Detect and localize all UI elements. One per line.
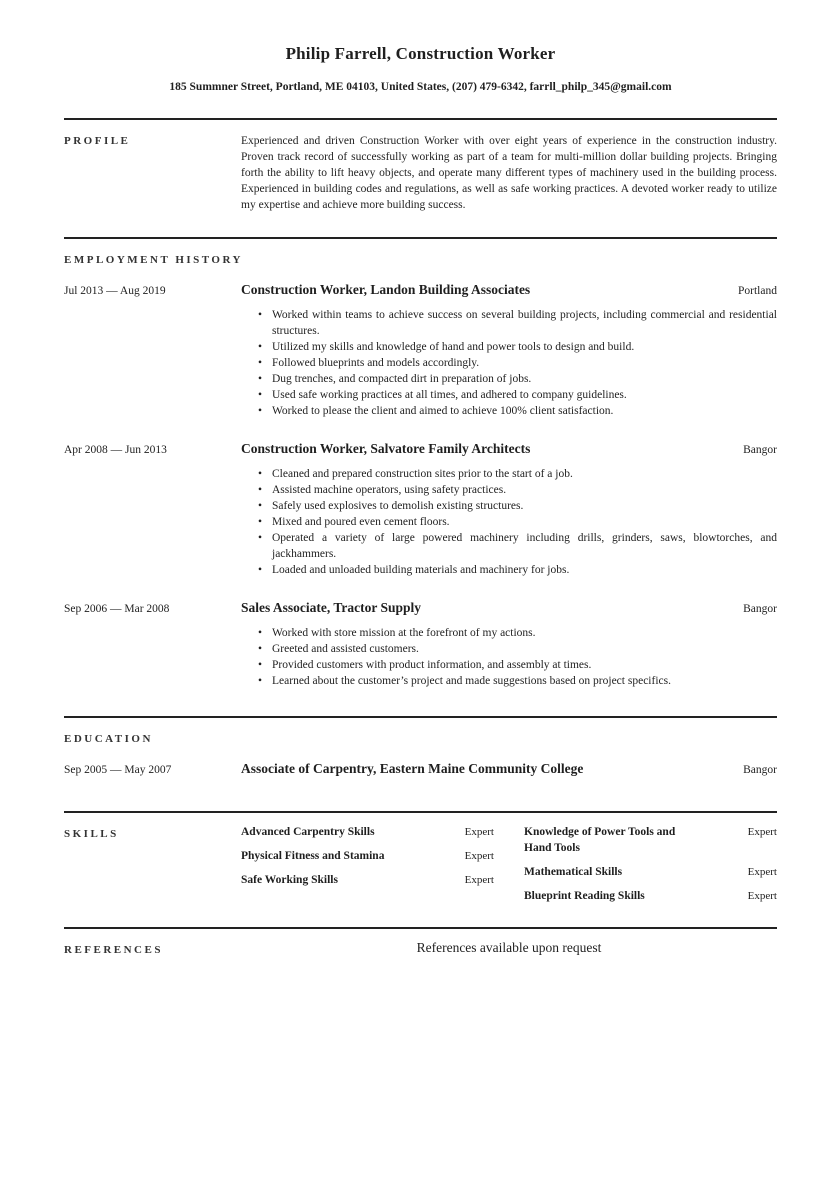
skill-level: Expert: [747, 825, 777, 838]
education-entry: [64, 761, 777, 777]
section-skills: [64, 811, 777, 927]
bullet-item: • Followed blueprints and models accordingly.: [258, 355, 777, 371]
employment-section-label: EMPLOYMENT HISTORY: [64, 253, 243, 266]
skill-row: [524, 888, 777, 904]
bullet-item: • Operated a variety of large powered machinery including drills, grinders, saws, blowtorches, and jackhammers.: [258, 530, 777, 562]
skills-column-left: [241, 824, 494, 912]
bullet-item: • Used safe working practices at all times, and adhered to company guidelines.: [258, 387, 777, 403]
resume-header: [64, 44, 777, 93]
entry-dates: Sep 2005 — May 2007: [64, 763, 172, 776]
skill-level: Expert: [464, 825, 494, 838]
bullet-item: • Assisted machine operators, using safety practices.: [258, 482, 777, 498]
employment-entry: [64, 441, 777, 578]
skill-level: Expert: [747, 889, 777, 902]
references-text: References available upon request: [416, 939, 602, 955]
section-references: [64, 927, 777, 958]
education-section-label: EDUCATION: [64, 732, 153, 745]
skill-row: [241, 848, 494, 864]
bullet-item: • Utilized my skills and knowledge of hand and power tools to design and build.: [258, 339, 777, 355]
entry-title: Construction Worker, Salvatore Family Architects: [241, 440, 531, 456]
entry-location: Portland: [738, 284, 777, 297]
bullet-item: • Loaded and unloaded building materials and machinery for jobs.: [258, 562, 777, 578]
entry-bullets: [241, 466, 777, 578]
skill-name: Knowledge of Power Tools and Hand Tools: [524, 825, 676, 854]
entry-location: Bangor: [743, 763, 777, 776]
skill-name: Physical Fitness and Stamina: [241, 849, 385, 862]
bullet-item: • Cleaned and prepared construction sites prior to the start of a job.: [258, 466, 777, 482]
section-profile: [64, 118, 777, 237]
bullet-item: • Worked within teams to achieve success on several building projects, including commercial and residential structures.: [258, 307, 777, 339]
skills-column-right: [524, 824, 777, 912]
entry-bullets: [241, 625, 777, 689]
entry-dates: Apr 2008 — Jun 2013: [64, 443, 167, 456]
skill-name: Safe Working Skills: [241, 873, 338, 886]
entry-title: Associate of Carpentry, Eastern Maine Community College: [241, 760, 584, 776]
bullet-item: • Learned about the customer’s project and made suggestions based on project specifics.: [258, 673, 777, 689]
entry-bullets: [241, 307, 777, 419]
skill-level: Expert: [464, 873, 494, 886]
entry-header: [64, 282, 777, 298]
skill-row: [241, 872, 494, 888]
entry-dates: Sep 2006 — Mar 2008: [64, 602, 170, 615]
skill-row: [241, 824, 494, 840]
bullet-item: • Worked to please the client and aimed to achieve 100% client satisfaction.: [258, 403, 777, 419]
skill-name: Blueprint Reading Skills: [524, 889, 645, 902]
skill-row: [524, 864, 777, 880]
candidate-name: Philip Farrell, Construction Worker: [285, 44, 556, 63]
skill-name: Mathematical Skills: [524, 865, 623, 878]
entry-header: [64, 441, 777, 457]
profile-section-label: PROFILE: [64, 134, 131, 147]
section-education: [64, 716, 777, 811]
references-section-label: REFERENCES: [64, 943, 163, 956]
bullet-item: • Mixed and poured even cement floors.: [258, 514, 777, 530]
skill-row: [524, 824, 777, 856]
bullet-item: • Safely used explosives to demolish existing structures.: [258, 498, 777, 514]
bullet-item: • Worked with store mission at the forefront of my actions.: [258, 625, 777, 641]
entry-location: Bangor: [743, 602, 777, 615]
bullet-item: • Provided customers with product information, and assembly at times.: [258, 657, 777, 673]
employment-entry: [64, 600, 777, 689]
skill-level: Expert: [464, 849, 494, 862]
bullet-item: • Greeted and assisted customers.: [258, 641, 777, 657]
entry-dates: Jul 2013 — Aug 2019: [64, 284, 166, 297]
skill-level: Expert: [747, 865, 777, 878]
skills-section-label: SKILLS: [64, 827, 119, 840]
skills-grid: [241, 813, 777, 912]
employment-entry: [64, 282, 777, 419]
entry-location: Bangor: [743, 443, 777, 456]
entry-header: [64, 761, 777, 777]
entry-title: Sales Associate, Tractor Supply: [241, 599, 422, 615]
skill-name: Advanced Carpentry Skills: [241, 825, 375, 838]
contact-line: 185 Summner Street, Portland, ME 04103, United States, (207) 479-6342, farrll_philp_345@gmail.com: [169, 80, 672, 93]
bullet-item: • Dug trenches, and compacted dirt in preparation of jobs.: [258, 371, 777, 387]
entry-title: Construction Worker, Landon Building Associates: [241, 281, 531, 297]
section-employment-history: [64, 237, 777, 716]
profile-text: Experienced and driven Construction Worker with over eight years of experience in the construction industry. Proven track record of successfully working as part of a team for multi-million dollar building projects. Bringing forth the ability to lift heavy objects, and operate many different types of machinery used in the building process. Experienced in building codes and regulations, as well as safe working practices. A devoted worker ready to utilize my expertise and achieve more building success.: [241, 134, 777, 211]
entry-header: [64, 600, 777, 616]
